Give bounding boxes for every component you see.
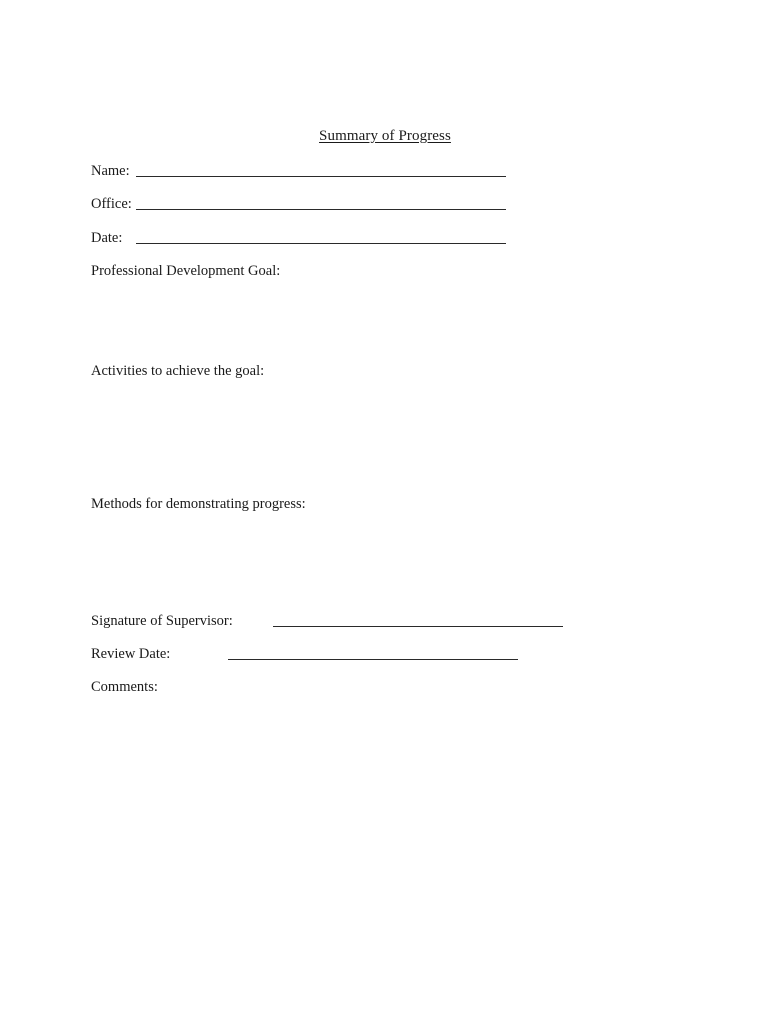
- goal-label: Professional Development Goal:: [91, 263, 281, 279]
- review-date-label: Review Date:: [91, 646, 171, 662]
- office-field-line[interactable]: [136, 209, 506, 210]
- methods-label: Methods for demonstrating progress:: [91, 496, 306, 512]
- review-date-field-line[interactable]: [228, 659, 518, 660]
- name-label: Name:: [91, 163, 130, 179]
- activities-label: Activities to achieve the goal:: [91, 363, 265, 379]
- comments-label: Comments:: [91, 679, 158, 695]
- page-title: Summary of Progress: [319, 128, 451, 144]
- date-label: Date:: [91, 230, 123, 246]
- date-field-line[interactable]: [136, 243, 506, 244]
- office-label: Office:: [91, 196, 132, 212]
- signature-field-line[interactable]: [273, 626, 563, 627]
- name-field-line[interactable]: [136, 176, 506, 177]
- signature-label: Signature of Supervisor:: [91, 613, 233, 629]
